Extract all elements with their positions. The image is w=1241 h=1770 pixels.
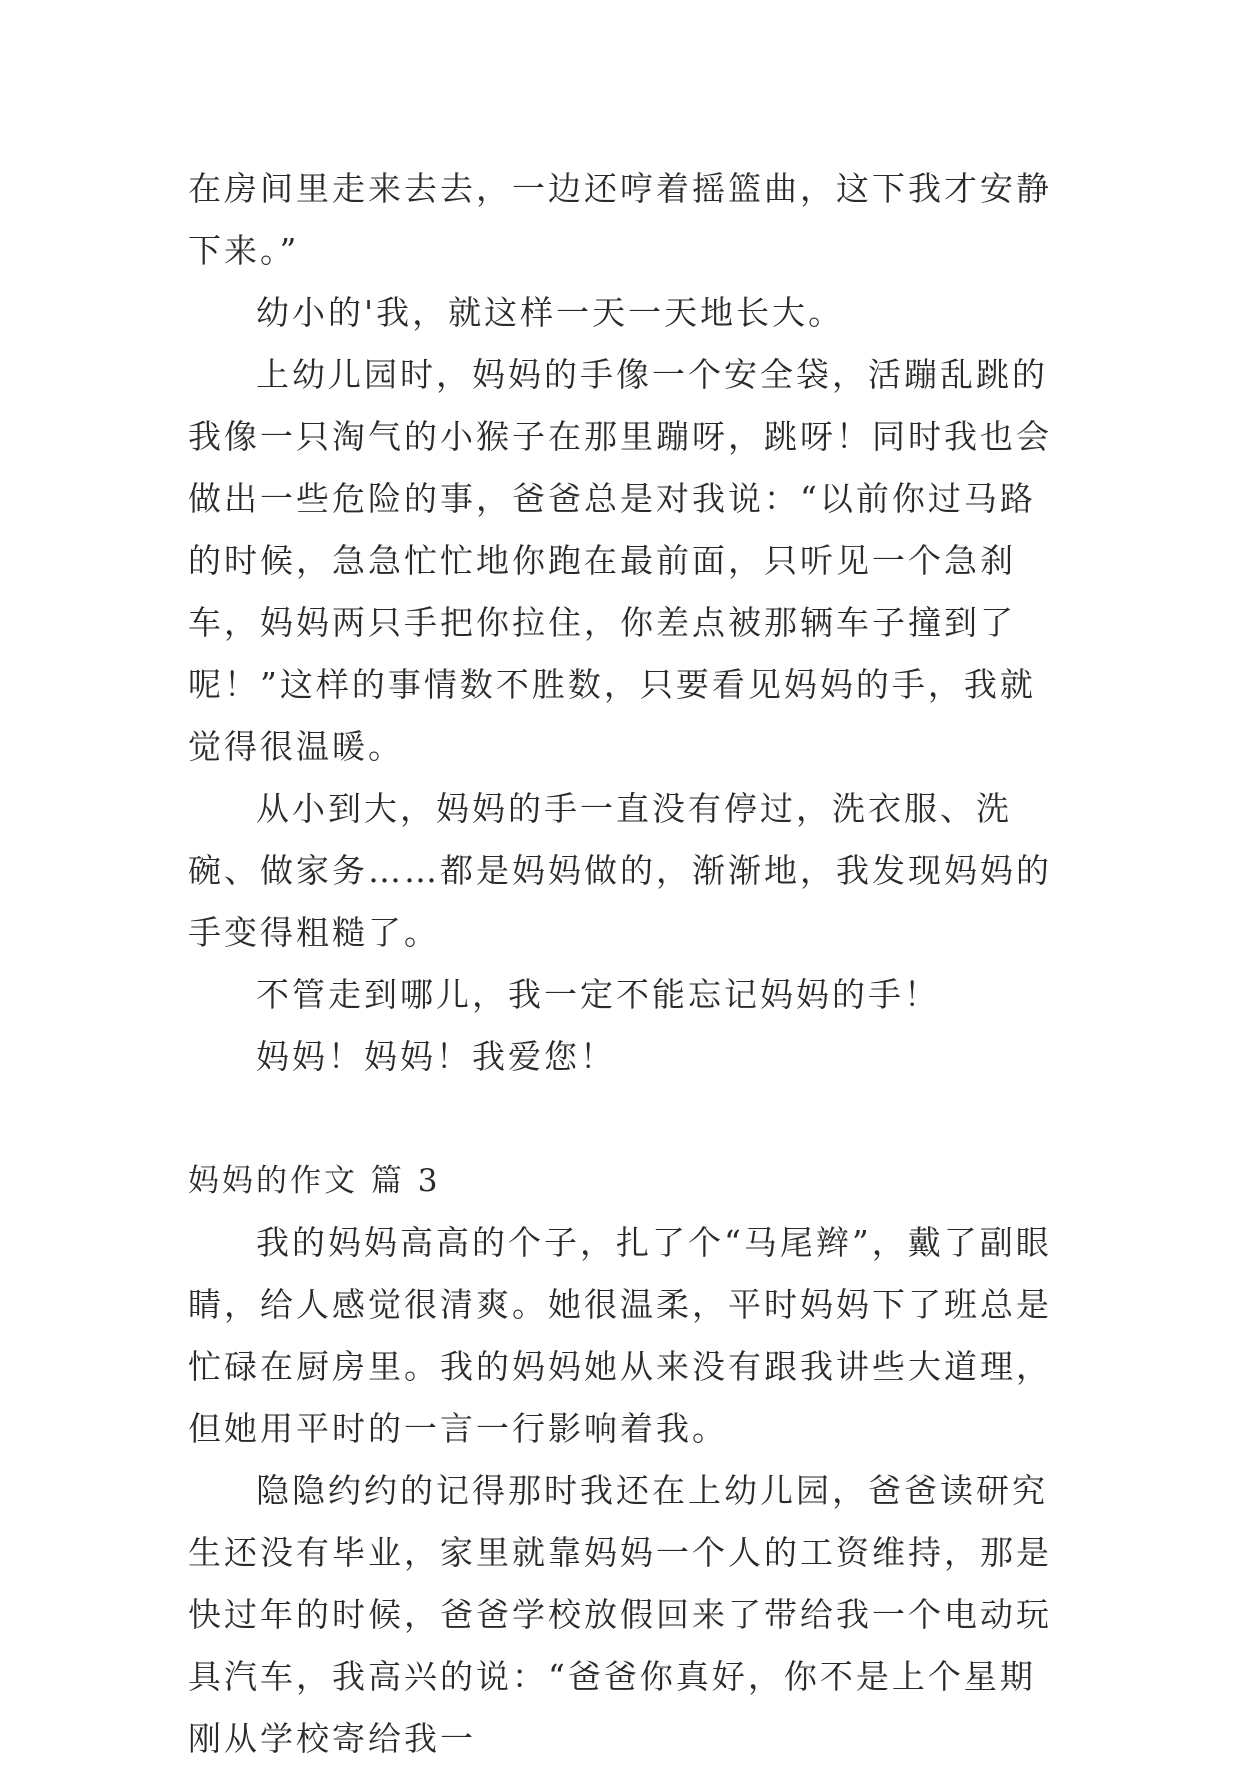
paragraph: 不管走到哪儿，我一定不能忘记妈妈的手！: [256, 975, 940, 1014]
paragraph: 隐隐约约的记得那时我还在上幼儿园，爸爸读研究生还没有毕业，家里就靠妈妈一个人的工资维持，那是快过年的时候，爸爸学校放假回来了带给我一个电动玩具汽车，我高兴的说：“爸爸你真好，你不是上个星期刚从学校寄给我一: [188, 1471, 1052, 1758]
paragraph: 幼小的'我，就这样一天一天地长大。: [256, 293, 845, 332]
paragraph: 我的妈妈高高的个子，扎了个“马尾辫”，戴了副眼睛，给人感觉很清爽。她很温柔，平时妈妈下了班总是忙碌在厨房里。我的妈妈她从来没有跟我讲些大道理，但她用平时的一言一行影响着我。: [188, 1223, 1052, 1448]
paragraph: 上幼儿园时，妈妈的手像一个安全袋，活蹦乱跳的我像一只淘气的小猴子在那里蹦呀，跳呀！同时我也会做出一些危险的事，爸爸总是对我说：“以前你过马路的时候，急急忙忙地你跑在最前面，只听见一个急刹车，妈妈两只手把你拉住，你差点被那辆车子撞到了呢！”这样的事情数不胜数，只要看见妈妈的手，我就觉得很温暖。: [188, 355, 1052, 766]
paragraph: 从小到大，妈妈的手一直没有停过，洗衣服、洗碗、做家务……都是妈妈做的，渐渐地，我发现妈妈的手变得粗糙了。: [188, 789, 1052, 952]
section-heading: 妈妈的作文 篇 3: [188, 1163, 441, 1199]
paragraph-continuation: 在房间里走来去去，一边还哼着摇篮曲，这下我才安静下来。”: [188, 169, 1052, 270]
paragraph: 妈妈！妈妈！我爱您！: [256, 1037, 616, 1076]
document-body: [188, 158, 1068, 1770]
